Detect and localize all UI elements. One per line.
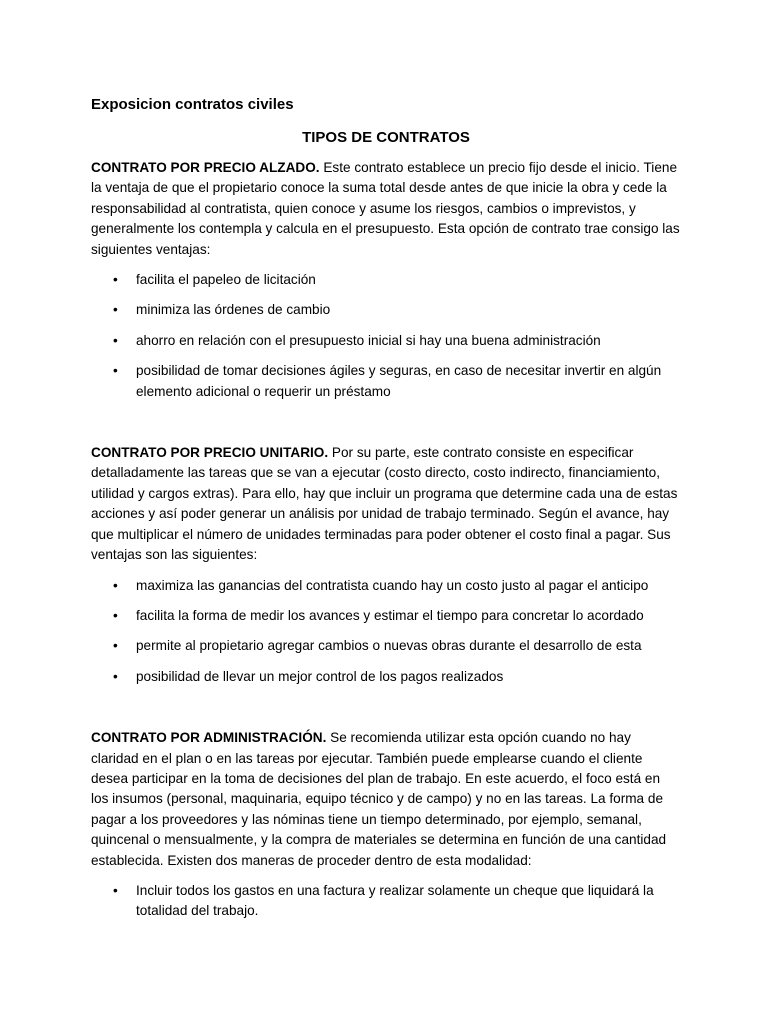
paragraph (91, 728, 681, 871)
bullet-icon: • (113, 302, 118, 318)
list-item-text: facilita la forma de medir los avances y estimar el tiempo para concretar lo acordado (136, 607, 644, 623)
bullet-icon: • (113, 272, 118, 288)
list-item-text: posibilidad de llevar un mejor control de los pagos realizados (136, 668, 504, 684)
bullet-list (91, 881, 681, 922)
list-item (91, 881, 681, 922)
section-precio-alzado (91, 158, 681, 402)
bullet-icon: • (113, 363, 118, 379)
bullet-icon: • (113, 882, 118, 898)
bullet-icon: • (113, 607, 118, 623)
list-item-text: Incluir todos los gastos en una factura y realizar solamente un cheque que liquidará la totalidad del trabajo. (136, 882, 654, 919)
list-item (91, 667, 681, 687)
bullet-icon: • (113, 638, 118, 654)
list-item-text: minimiza las órdenes de cambio (136, 302, 331, 318)
list-item-text: maximiza las ganancias del contratista cuando hay un costo justo al pagar el anticipo (136, 577, 649, 593)
bullet-icon: • (113, 577, 118, 593)
document-title: Exposicion contratos civiles (91, 96, 294, 113)
bullet-list (91, 576, 681, 688)
list-item (91, 270, 681, 290)
list-item-text: permite al propietario agregar cambios o nuevas obras durante el desarrollo de esta (136, 638, 642, 654)
section-heading: TIPOS DE CONTRATOS (302, 129, 470, 146)
list-item-text: posibilidad de tomar decisiones ágiles y seguras, en caso de necesitar invertir en algún elemento adicional o requerir un préstamo (136, 363, 662, 399)
list-item (91, 361, 681, 402)
paragraph (91, 443, 681, 565)
list-item (91, 331, 681, 351)
paragraph-body: Este contrato establece un precio fijo desde el inicio. Tiene la ventaja de que el propietario conoce la suma total desde antes de que inicie la obra y cede la responsabilidad al contratista, quien conoce y asume los riesgos, cambios o imprevistos, y generalmente los contempla y calcula en el presupuesto. Esta opción de contrato trae consigo las siguientes ventajas: (91, 160, 680, 257)
section-administracion (91, 728, 681, 922)
document-page (91, 95, 681, 932)
bullet-list (91, 270, 681, 402)
paragraph-body: Se recomienda utilizar esta opción cuando no hay claridad en el plan o en las tareas por ejecutar. También puede emplearse cuando el cliente desea participar en la toma de decisiones del plan de trabajo. En este acuerdo, el foco está en los insumos (personal, maquinaria, equipo técnico y de campo) y no en las tareas. La forma de pagar a los proveedores y las nóminas tiene un tiempo determinado, por ejemplo, semanal, quincenal o mensualmente, y la compra de materiales se determina en función de una cantidad establecida. Existen dos maneras de proceder dentro de esta modalidad: (91, 730, 667, 868)
paragraph-body: Por su parte, este contrato consiste en especificar detalladamente las tareas que se van a ejecutar (costo directo, costo indirecto, financiamiento, utilidad y cargos extras). Para ello, hay que incluir un programa que determine cada una de estas acciones y así poder generar un análisis por unidad de trabajo terminado. Según el avance, hay que multiplicar el número de unidades terminadas para poder obtener el costo final a pagar. Sus ventajas son las siguientes: (91, 445, 678, 563)
list-item-text: ahorro en relación con el presupuesto inicial si hay una buena administración (136, 332, 601, 348)
section-spacer (91, 697, 681, 728)
bullet-icon: • (113, 668, 118, 684)
list-item (91, 636, 681, 656)
paragraph (91, 158, 681, 260)
list-item (91, 606, 681, 626)
bullet-icon: • (113, 332, 118, 348)
section-precio-unitario (91, 443, 681, 687)
list-item-text: facilita el papeleo de licitación (136, 272, 316, 288)
section-spacer (91, 412, 681, 443)
paragraph-lead: CONTRATO POR PRECIO ALZADO. (91, 160, 320, 175)
paragraph-lead: CONTRATO POR ADMINISTRACIÓN. (91, 730, 327, 746)
list-item (91, 300, 681, 320)
list-item (91, 576, 681, 596)
paragraph-lead: CONTRATO POR PRECIO UNITARIO. (91, 445, 329, 461)
